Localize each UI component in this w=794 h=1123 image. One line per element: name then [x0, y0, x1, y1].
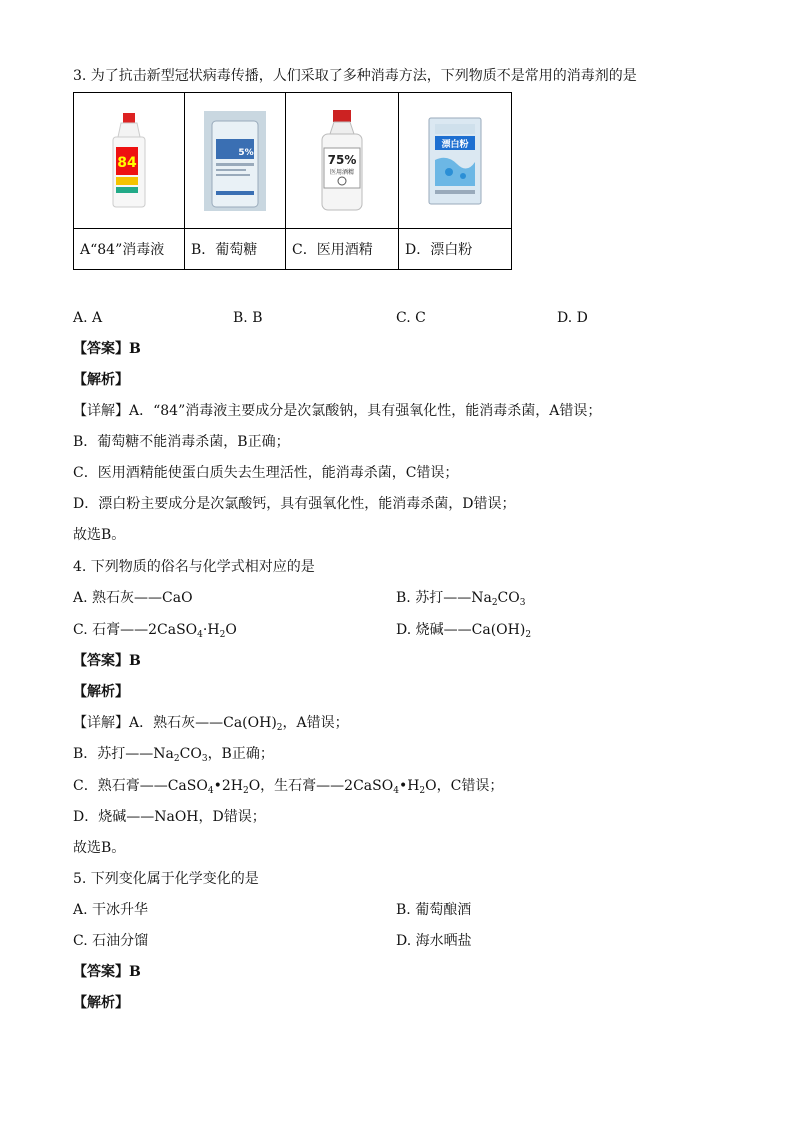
q5-answer: 【答案】B — [73, 964, 141, 980]
q4-detail-3-s1: 4 — [207, 786, 214, 796]
q4-conclusion: 故选B。 — [73, 840, 126, 856]
q4-option-d-s1: 2 — [525, 630, 532, 640]
q4-option-a-formula: CaO — [162, 590, 193, 606]
q4-option-c — [73, 620, 237, 640]
label-cell-c: C．医用酒精 — [286, 229, 399, 270]
q4-detail-1-a: 【详解】A．熟石灰——Ca(OH) — [73, 715, 277, 731]
q3-option-c: C. C — [396, 310, 426, 326]
alcohol-percent-text: 75% — [327, 153, 357, 167]
q4-option-c-prefix: C. 石膏—— — [73, 622, 149, 638]
q4-detail-2-c: ，B正确； — [207, 746, 274, 762]
q5-option-c: C. 石油分馏 — [73, 933, 149, 949]
q5-option-b: B. 葡萄酿酒 — [396, 902, 472, 918]
q3-detail-2: B．葡萄糖不能消毒杀菌，B正确； — [73, 434, 290, 450]
bottle-84-image — [104, 111, 154, 211]
q3-option-a: A. A — [73, 310, 103, 326]
q4-option-b-f2: CO — [497, 590, 520, 606]
q3-conclusion: 故选B。 — [73, 527, 126, 543]
q4-detail-1-sub: 2 — [276, 723, 283, 733]
q4-option-d — [396, 620, 531, 640]
q4-detail-3-b: •2H — [213, 778, 243, 794]
q4-option-b-s1: 2 — [491, 598, 498, 608]
q4-detail-3-s2: 2 — [242, 786, 249, 796]
q3-answer: 【答案】B — [73, 341, 141, 357]
q4-option-b-f1: Na — [471, 590, 492, 606]
bottle-84-text: 84 — [117, 154, 137, 171]
q3-detail-1: 【详解】A．“84”消毒液主要成分是次氯酸钠，具有强氧化性，能消毒杀菌，A错误； — [73, 403, 602, 419]
q3-question: 3. 为了抗击新型冠状病毒传播，人们采取了多种消毒方法，下列物质不是常用的消毒剂的是 — [73, 68, 637, 84]
q3-option-d: D. D — [557, 310, 588, 326]
q4-answer: 【答案】B — [73, 653, 141, 669]
image-cell-glucose — [185, 93, 286, 229]
alcohol-label-text: 医用酒精 — [329, 169, 355, 176]
q4-option-a-prefix: A. 熟石灰—— — [73, 590, 163, 606]
q4-detail-1 — [73, 713, 349, 733]
q4-option-c-s2: 2 — [219, 630, 226, 640]
q4-option-a — [73, 588, 193, 608]
q4-detail-3-c: O，生石膏——2CaSO — [248, 778, 394, 794]
q4-detail-2-s1: 2 — [173, 754, 180, 764]
q4-option-c-f3: O — [225, 622, 237, 638]
glucose-percent-text: 5% — [238, 147, 254, 158]
q4-detail-3-e: O，C错误； — [425, 778, 504, 794]
bleach-bag-image — [427, 116, 483, 206]
q5-option-a: A. 干冰升华 — [73, 902, 149, 918]
q3-detail-4: D．漂白粉主要成分是次氯酸钙，具有强氧化性，能消毒杀菌，D错误； — [73, 496, 516, 512]
alcohol-bottle-image — [314, 108, 370, 213]
q4-option-c-s1: 4 — [197, 630, 203, 640]
q4-analysis-heading: 【解析】 — [73, 684, 129, 700]
q4-detail-1-b: ，A错误； — [282, 715, 349, 731]
q4-option-c-f1: 2CaSO — [148, 622, 198, 638]
q4-option-d-prefix: D. 烧碱—— — [396, 622, 472, 638]
q3-analysis-heading: 【解析】 — [73, 372, 129, 388]
image-cell-84-disinfectant — [74, 93, 185, 229]
q4-detail-3-s3: 4 — [393, 786, 399, 796]
q4-option-d-f1: Ca(OH) — [471, 622, 526, 638]
label-cell-d: D．漂白粉 — [399, 229, 512, 270]
q4-option-b-prefix: B. 苏打—— — [396, 590, 472, 606]
q4-option-b — [396, 588, 525, 608]
q4-detail-3-a: C．熟石膏——CaSO — [73, 778, 208, 794]
image-cell-bleaching-powder — [399, 93, 512, 229]
q5-question: 5. 下列变化属于化学变化的是 — [73, 871, 259, 887]
q4-question: 4. 下列物质的俗名与化学式相对应的是 — [73, 559, 315, 575]
glucose-bag-image — [204, 111, 266, 211]
q4-option-c-f2: ·H — [202, 622, 220, 638]
label-cell-a: A“84”消毒液 — [74, 229, 185, 270]
q4-detail-2-b: CO — [179, 746, 202, 762]
q4-detail-3-d: •H — [398, 778, 420, 794]
q4-detail-2-s2: 3 — [201, 754, 208, 764]
q5-analysis-heading: 【解析】 — [73, 995, 129, 1011]
q4-detail-2-a: B．苏打——Na — [73, 746, 174, 762]
q3-option-b: B. B — [233, 310, 263, 326]
q4-detail-3 — [73, 776, 503, 796]
q4-option-b-s2: 3 — [519, 598, 526, 608]
q3-image-table — [73, 92, 512, 270]
label-cell-b: B．葡萄糖 — [185, 229, 286, 270]
image-cell-medical-alcohol — [286, 93, 399, 229]
bleach-bag-text: 漂白粉 — [441, 139, 469, 150]
q4-detail-4: D．烧碱——NaOH，D错误； — [73, 809, 266, 825]
q5-option-d: D. 海水晒盐 — [396, 933, 472, 949]
q4-detail-2 — [73, 744, 274, 764]
q4-detail-3-s4: 2 — [419, 786, 426, 796]
q3-detail-3: C．医用酒精能使蛋白质失去生理活性，能消毒杀菌，C错误； — [73, 465, 459, 481]
